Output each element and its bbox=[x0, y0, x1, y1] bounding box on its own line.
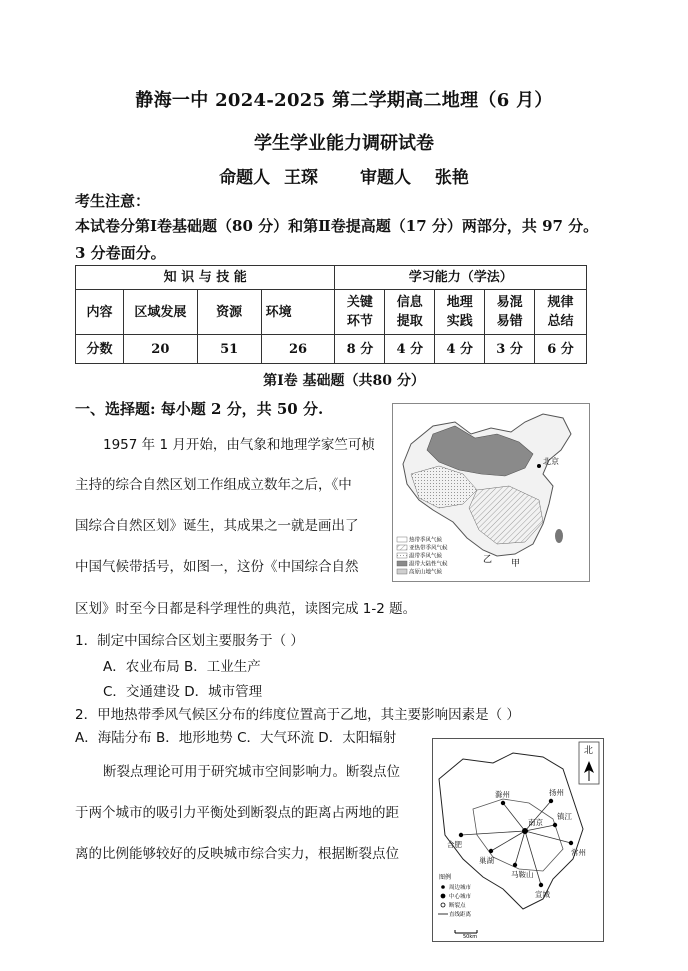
question-2-options: A．海陆分布 B．地形地势 C．大气环流 D．太阳辐射 bbox=[75, 730, 397, 746]
notice-heading: 考生注意： bbox=[75, 192, 151, 210]
city-marker bbox=[501, 801, 505, 805]
table-header-cell: 关键 环节 bbox=[335, 290, 385, 335]
passage2-line: 于两个城市的吸引力平衡处到断裂点的距离占两地的距 bbox=[75, 805, 399, 821]
legend-label: 断裂点 bbox=[449, 903, 466, 909]
city-label: 马鞍山 bbox=[511, 870, 534, 879]
question-1-options-ab: A．农业布局 B．工业生产 bbox=[103, 659, 261, 675]
table-score-cell: 20 bbox=[123, 335, 197, 364]
north-label: 北 bbox=[584, 746, 594, 756]
city-marker bbox=[513, 863, 517, 867]
notice-line-2: 3 分卷面分。 bbox=[75, 244, 166, 262]
city-label: 合肥 bbox=[447, 840, 462, 849]
passage1-line: 国综合自然区划》诞生，其成果之一就是画出了 bbox=[75, 518, 359, 534]
china-map-graphic bbox=[393, 404, 589, 581]
jia-label: 甲 bbox=[511, 559, 521, 569]
reviewer-name: 张艳 bbox=[434, 168, 469, 188]
section-title-choice: 一、选择题: 每小题 2 分，共 50 分. bbox=[75, 400, 324, 418]
legend-title: 图例 bbox=[439, 874, 452, 881]
taiwan-island bbox=[555, 529, 563, 543]
center-city-marker bbox=[522, 828, 528, 834]
table-group-ability: 学习能力（学法） bbox=[335, 266, 587, 290]
score-table bbox=[75, 265, 587, 364]
author-name: 王琛 bbox=[284, 168, 319, 188]
table-score-cell: 4 分 bbox=[385, 335, 435, 364]
author-line bbox=[0, 163, 688, 188]
table-row-label-content: 内容 bbox=[76, 290, 124, 335]
legend-label: 温带季风气候 bbox=[409, 553, 443, 560]
table-score-cell: 26 bbox=[261, 335, 335, 364]
city-label: 宣城 bbox=[535, 890, 550, 899]
table-score-cell: 6 分 bbox=[535, 335, 587, 364]
table-header-cell: 信息 提取 bbox=[385, 290, 435, 335]
breakpoint-map-graphic bbox=[433, 739, 603, 941]
legend-swatch-temperate-monsoon bbox=[397, 553, 407, 558]
passage2-line: 离的比例能够较好的反映城市综合实力，根据断裂点位 bbox=[75, 846, 399, 862]
city-marker bbox=[539, 883, 543, 887]
exam-title: 静海一中 2024-2025 第二学期高二地理（6 月） bbox=[135, 90, 553, 111]
yi-label: 乙 bbox=[483, 555, 493, 565]
city-label: 镇江 bbox=[557, 812, 572, 821]
table-score-cell: 8 分 bbox=[335, 335, 385, 364]
table-score-cell: 4 分 bbox=[435, 335, 485, 364]
passage2-line: 断裂点理论可用于研究城市空间影响力。断裂点位 bbox=[103, 764, 400, 780]
city-marker bbox=[553, 823, 557, 827]
legend-swatch-temperate-continental bbox=[397, 561, 407, 566]
passage1-line: 1957 年 1 月开始，由气象和地理学家竺可桢 bbox=[103, 437, 375, 453]
beijing-marker bbox=[537, 464, 541, 468]
table-header-cell: 环境 bbox=[261, 290, 335, 335]
passage1-line: 中国气候带括号，如图一，这份《中国综合自然 bbox=[75, 559, 359, 575]
legend-swatch-plateau bbox=[397, 569, 407, 574]
question-2-stem: 2．甲地热带季风气候区分布的纬度位置高于乙地，其主要影响因素是（ ） bbox=[75, 707, 520, 723]
table-score-cell: 3 分 bbox=[485, 335, 535, 364]
legend-label: 高原山地气候 bbox=[409, 569, 443, 576]
question-1-stem: 1．制定中国综合区划主要服务于（ ） bbox=[75, 633, 304, 649]
city-marker bbox=[549, 799, 553, 803]
city-marker bbox=[569, 841, 573, 845]
city-marker bbox=[459, 833, 463, 837]
question-1-options-cd: C．交通建设 D．城市管理 bbox=[103, 684, 263, 700]
table-header-cell: 易混 易错 bbox=[485, 290, 535, 335]
passage1-line: 主持的综合自然区划工作组成立数年之后，《中 bbox=[75, 477, 352, 493]
scale-label: 50km bbox=[463, 934, 478, 940]
legend-label: 温带大陆性气候 bbox=[409, 561, 448, 568]
legend-label: 亚热带季风气候 bbox=[409, 545, 448, 552]
passage1-line: 区划》时至今日都是科学理性的典范，读图完成 1-2 题。 bbox=[75, 601, 417, 617]
table-group-knowledge: 知 识 与 技 能 bbox=[76, 266, 335, 290]
legend-label: 中心城市 bbox=[449, 894, 472, 900]
city-marker bbox=[489, 849, 493, 853]
legend-swatch-subtropical bbox=[397, 545, 407, 550]
city-label: 南京 bbox=[528, 818, 543, 827]
table-header-cell: 资源 bbox=[197, 290, 261, 335]
notice-line-1: 本试卷分第Ⅰ卷基础题（80 分）和第Ⅱ卷提高题（17 分）两部分，共 97 分。 bbox=[75, 217, 599, 235]
table-score-cell: 51 bbox=[197, 335, 261, 364]
table-header-cell: 规律 总结 bbox=[535, 290, 587, 335]
reviewer-label: 审题人 bbox=[359, 168, 411, 188]
china-climate-map bbox=[392, 403, 590, 582]
legend-label: 热带季风气候 bbox=[409, 537, 443, 544]
table-header-cell: 地理 实践 bbox=[435, 290, 485, 335]
table-header-cell: 区域发展 bbox=[123, 290, 197, 335]
city-label: 扬州 bbox=[549, 788, 564, 797]
exam-subtitle: 学生学业能力调研试卷 bbox=[254, 133, 434, 154]
section-title-basic: 第Ⅰ卷 基础题（共80 分） bbox=[263, 373, 425, 389]
legend-swatch-tropical bbox=[397, 537, 407, 542]
legend-label: 直线距离 bbox=[449, 912, 472, 918]
table-row-label-score: 分数 bbox=[76, 335, 124, 364]
beijing-label: 北京 bbox=[543, 457, 559, 466]
breakpoint-map bbox=[432, 738, 604, 942]
map2-legend bbox=[438, 873, 472, 918]
city-label: 巢湖 bbox=[479, 856, 494, 865]
author-label: 命题人 bbox=[219, 168, 271, 188]
city-label: 常州 bbox=[571, 848, 586, 857]
map1-legend bbox=[397, 536, 448, 576]
legend-label: 周边城市 bbox=[449, 885, 472, 891]
city-label: 滁州 bbox=[495, 790, 510, 799]
